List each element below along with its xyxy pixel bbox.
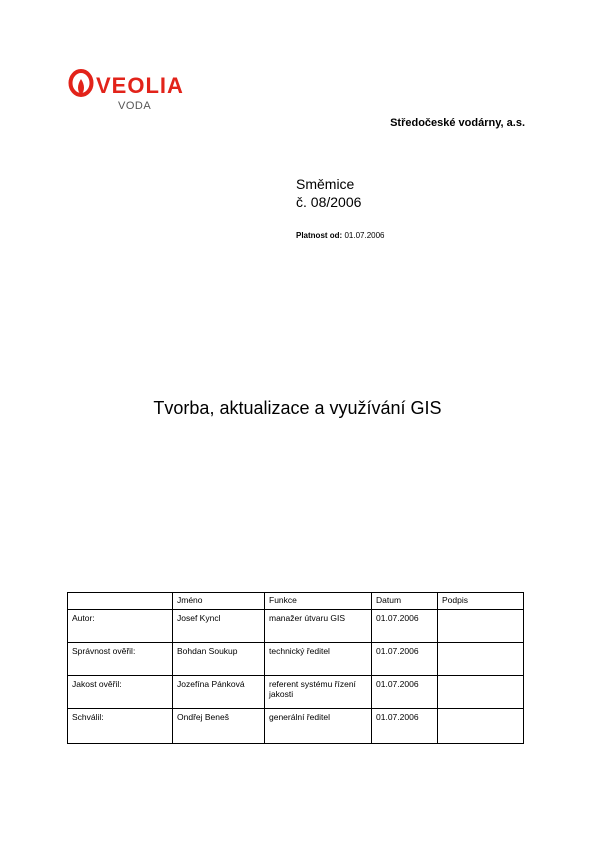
cell-date: 01.07.2006: [372, 709, 438, 744]
table-row: [68, 709, 524, 744]
company-name: Středočeské vodárny, a.s.: [390, 117, 525, 129]
cell-role: Autor:: [68, 610, 173, 643]
header-date: Datum: [372, 593, 438, 610]
cell-role: Správnost ověřil:: [68, 643, 173, 676]
cell-date: 01.07.2006: [372, 676, 438, 709]
table-row: [68, 610, 524, 643]
cell-role: Jakost ověřil:: [68, 676, 173, 709]
cell-name: Josef Kyncl: [173, 610, 265, 643]
validity-date: 01.07.2006: [344, 231, 385, 240]
cell-function: referent systému řízení jakosti: [265, 676, 372, 709]
cell-name: Ondřej Beneš: [173, 709, 265, 744]
document-title: Tvorba, aktualizace a využívání GIS: [153, 398, 442, 418]
header-name: Jméno: [173, 593, 265, 610]
logo-subtitle: VODA: [118, 100, 152, 112]
directive-label: Směmice: [296, 176, 355, 192]
cell-date: 01.07.2006: [372, 643, 438, 676]
cell-signature: [438, 610, 524, 643]
cell-function: manažer útvaru GIS: [265, 610, 372, 643]
veolia-logo-icon: [68, 69, 94, 99]
table-header-row: [68, 593, 524, 610]
cell-function: generální ředitel: [265, 709, 372, 744]
cell-signature: [438, 676, 524, 709]
logo-wordmark: VEOLIA: [96, 73, 184, 98]
directive-heading: [296, 175, 361, 211]
header-signature: Podpis: [438, 593, 524, 610]
validity-line: [296, 231, 385, 240]
table-row: [68, 676, 524, 709]
cell-signature: [438, 709, 524, 744]
signature-table: [67, 592, 524, 744]
veolia-logo: [68, 68, 218, 118]
validity-label: Platnost od:: [296, 231, 343, 240]
cell-name: Jozefína Pánková: [173, 676, 265, 709]
cell-role: Schválil:: [68, 709, 173, 744]
cell-signature: [438, 643, 524, 676]
cell-date: 01.07.2006: [372, 610, 438, 643]
header-role: [68, 593, 173, 610]
directive-number: č. 08/2006: [296, 194, 362, 210]
header-function: Funkce: [265, 593, 372, 610]
cell-name: Bohdan Soukup: [173, 643, 265, 676]
cell-function: technický ředitel: [265, 643, 372, 676]
table-row: [68, 643, 524, 676]
